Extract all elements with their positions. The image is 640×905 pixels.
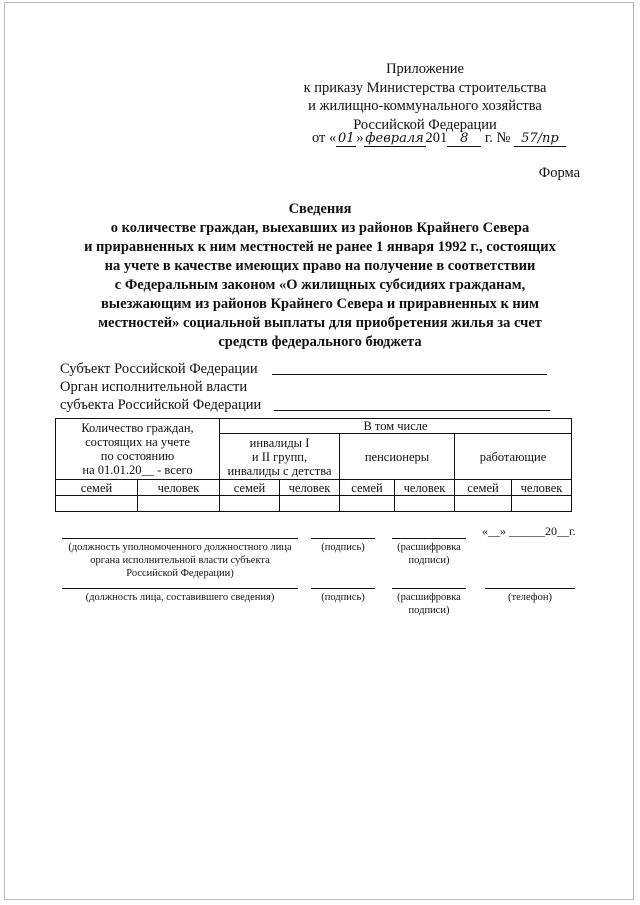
title-line: средств федерального бюджета — [218, 334, 422, 350]
title-line: о количестве граждан, выехавших из районов Крайнего Севера — [110, 220, 530, 236]
signature-caption: (подпись) — [321, 592, 365, 603]
persons-col: человек — [512, 480, 572, 496]
table-cell[interactable] — [512, 496, 572, 512]
transcript-line[interactable] — [392, 588, 466, 589]
persons-col: человек — [395, 480, 455, 496]
table-cell[interactable] — [280, 496, 340, 512]
caption-line: подписи) — [408, 605, 450, 616]
compiler-position-caption: (должность лица, составившего сведения) — [85, 592, 275, 603]
title-heading: Сведения — [288, 201, 352, 217]
appendix-line: к приказу Министерства строительства — [303, 79, 547, 96]
official-position-line[interactable] — [62, 538, 298, 539]
order-date-line — [312, 130, 566, 147]
families-col: семей — [455, 480, 512, 496]
authority-label-line2: субъекта Российской Федерации — [60, 397, 262, 413]
title-line: и приравненных к ним местностей не ранее 1 января 1992 г., состоящих — [84, 239, 556, 255]
authority-field-line1 — [60, 378, 261, 396]
header-line: по состоянию — [100, 449, 175, 463]
date-day-close: » — [356, 130, 364, 146]
appendix-title: Приложение — [386, 61, 464, 77]
phone-line[interactable] — [485, 588, 575, 589]
subject-field — [60, 360, 261, 378]
table-cell[interactable] — [56, 496, 138, 512]
data-table — [55, 418, 572, 512]
caption-line: (расшифровка — [397, 592, 461, 603]
table-cell[interactable] — [395, 496, 455, 512]
signature-line[interactable] — [311, 538, 375, 539]
disabled-header — [220, 434, 340, 480]
header-line: на 01.01.20__ - всего — [82, 463, 193, 477]
working-header: работающие — [455, 434, 572, 480]
table-cell[interactable] — [138, 496, 220, 512]
header-line: Количество граждан, — [81, 421, 194, 435]
caption-line: (должность уполномоченного должностного лица — [68, 542, 292, 553]
authority-field — [60, 396, 261, 414]
families-col: семей — [56, 480, 138, 496]
authority-label-line1: Орган исполнительной власти — [60, 379, 248, 395]
date-blank[interactable]: «__» ______20__г. — [482, 524, 576, 538]
handwritten-year-digit: 8 — [447, 132, 481, 147]
table-cell[interactable] — [220, 496, 280, 512]
phone-caption: (телефон) — [508, 592, 552, 603]
pensioners-header: пенсионеры — [340, 434, 455, 480]
appendix-line: и жилищно-коммунального хозяйства — [308, 98, 542, 114]
including-header: В том числе — [220, 419, 572, 434]
transcript-caption — [388, 541, 470, 567]
document-title — [40, 200, 600, 352]
authority-input-line[interactable] — [274, 396, 550, 411]
compiler-position-line[interactable] — [62, 588, 298, 589]
signature-caption: (подпись) — [321, 542, 365, 553]
families-col: семей — [340, 480, 395, 496]
handwritten-order-number: 57/пр — [514, 132, 566, 147]
caption-line: органа исполнительной власти субъекта — [90, 555, 270, 566]
title-line: с Федеральным законом «О жилищных субсидиях гражданам, — [114, 277, 526, 293]
signature-line[interactable] — [311, 588, 375, 589]
header-line: инвалиды с детства — [227, 463, 332, 478]
transcript-caption — [388, 591, 470, 617]
persons-col: человек — [138, 480, 220, 496]
transcript-line[interactable] — [392, 538, 466, 539]
title-line: местностей» социальной выплаты для приобретения жилья за счет — [98, 315, 542, 331]
caption-line: (расшифровка — [397, 542, 461, 553]
header-line: инвалиды I — [249, 435, 310, 450]
header-fields — [60, 360, 261, 414]
date-prefix: от « — [312, 130, 337, 146]
table-cell[interactable] — [340, 496, 395, 512]
title-line: выезжающим из районов Крайнего Севера и приравненных к ним — [100, 296, 540, 312]
order-number-label: г. № — [484, 130, 511, 146]
handwritten-month: февраля — [365, 131, 424, 146]
header-line: и II групп, — [251, 449, 308, 464]
subject-label: Субъект Российской Федерации — [60, 361, 258, 377]
families-col: семей — [220, 480, 280, 496]
appendix-line: Российской Федерации — [353, 116, 497, 133]
total-count-header — [56, 419, 220, 480]
handwritten-day: 01 — [338, 131, 355, 146]
caption-line: Российской Федерации) — [126, 568, 234, 579]
caption-line: подписи) — [408, 555, 450, 566]
subject-input-line[interactable] — [272, 360, 547, 375]
year-prefix: 201 — [425, 130, 448, 146]
title-line: на учете в качестве имеющих право на получение в соответствии — [104, 258, 536, 274]
official-position-caption — [58, 541, 302, 580]
header-line: состоящих на учете — [85, 435, 190, 449]
form-label: Форма — [538, 165, 580, 181]
persons-col: человек — [280, 480, 340, 496]
appendix-header — [300, 60, 550, 134]
table-cell[interactable] — [455, 496, 512, 512]
